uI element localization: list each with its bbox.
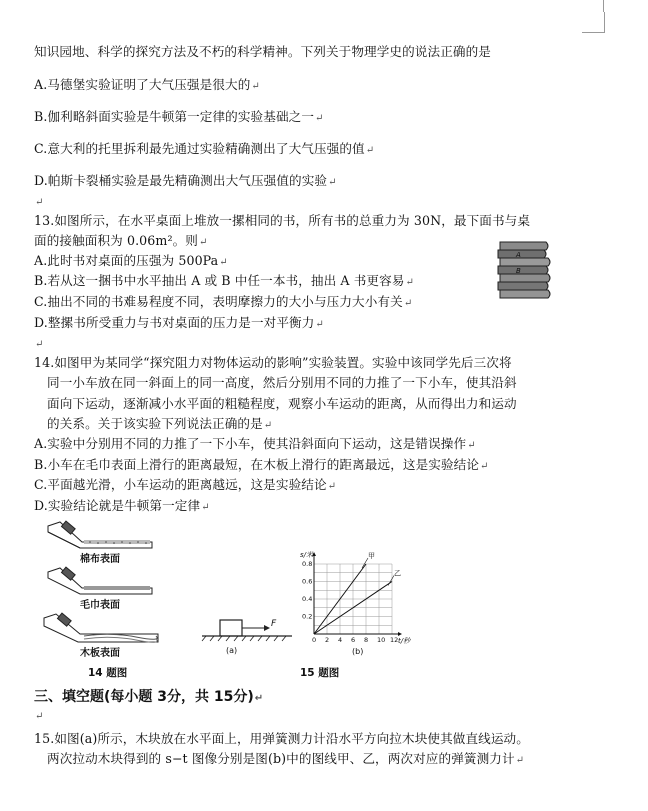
q12-option-b: B.伽利略斜面实验是牛顿第一定律的实验基础之一↵ bbox=[34, 109, 324, 124]
fig15-caption: 15 题图 bbox=[300, 667, 340, 679]
q14-stem-line-4: 的关系。关于该实验下列说法正确的是↵ bbox=[47, 416, 273, 431]
chart-grid bbox=[314, 564, 392, 634]
x-tick-label: 8 bbox=[364, 636, 369, 644]
return-mark-icon: ↵ bbox=[515, 755, 525, 766]
x-tick-label: 4 bbox=[338, 636, 343, 644]
surface-label-towel: 毛巾表面 bbox=[80, 600, 120, 611]
return-mark-icon: ↵ bbox=[198, 237, 208, 248]
y-tick-label: 0.6 bbox=[302, 577, 313, 586]
return-mark-icon: ↵ bbox=[365, 145, 375, 156]
q14-stem-line-3: 面向下运动，逐渐减小水平面的粗糙程度，观察小车运动的距离，从而得出力和运动 bbox=[47, 396, 517, 411]
return-mark-icon: ↵ bbox=[35, 339, 44, 350]
q14-option-c: C.平面越光滑，小车运动的距离越远，这是实验结论↵ bbox=[34, 477, 337, 492]
return-mark-icon: ↵ bbox=[315, 113, 324, 124]
q14-option-b: B.小车在毛巾表面上滑行的距离最短，在木板上滑行的距离最远，这是实验结论↵ bbox=[34, 457, 489, 472]
surface-label-cotton: 棉布表面 bbox=[80, 554, 120, 565]
q13-stem-line-1: 13.如图所示，在水平桌面上堆放一摞相同的书，所有书的总重力为 30N，最下面书与桌 bbox=[34, 213, 531, 228]
blank-paragraph bbox=[34, 193, 43, 211]
return-mark-icon: ↵ bbox=[35, 197, 44, 208]
incline-cotton bbox=[48, 521, 152, 548]
q13-stem-line-2: 面的接触面积为 0.06m²。则↵ bbox=[34, 233, 208, 248]
q13-option-c: C.抽出不同的书难易程度不同，表明摩擦力的大小与压力大小有关↵ bbox=[34, 294, 413, 309]
book-label-a: A bbox=[516, 251, 521, 259]
return-mark-icon: ↵ bbox=[328, 177, 337, 188]
q13-option-d: D.整摞书所受重力与书对桌面的压力是一对平衡力↵ bbox=[34, 315, 324, 330]
series-label-jia: 甲 bbox=[368, 552, 375, 560]
wooden-block bbox=[220, 620, 242, 636]
y-tick-label: 0.2 bbox=[302, 612, 313, 621]
book-stack-figure bbox=[494, 238, 554, 302]
incline-towel bbox=[48, 567, 152, 594]
x-tick-label: 12 bbox=[390, 636, 399, 644]
y-axis-label: s/米 bbox=[300, 551, 314, 559]
x-tick-label: 6 bbox=[351, 636, 356, 644]
x-tick-label: 0 bbox=[312, 636, 317, 644]
return-mark-icon: ↵ bbox=[254, 693, 264, 704]
fig14-caption: 14 题图 bbox=[88, 667, 128, 679]
return-mark-icon: ↵ bbox=[219, 257, 228, 268]
blank-paragraph bbox=[34, 707, 43, 725]
q15-line-2: 两次拉动木块得到的 s−t 图像分别是图(b)中的图线甲、乙，两次对应的弹簧测力计↵ bbox=[47, 751, 525, 766]
q13-option-b: B.若从这一捆书中水平抽出 A 或 B 中任一本书，抽出 A 书更容易↵ bbox=[34, 273, 414, 288]
return-mark-icon: ↵ bbox=[315, 319, 324, 330]
section-heading: 三、填空题(每小题 3分，共 15分)↵ bbox=[34, 689, 264, 705]
q14-option-a: A.实验中分别用不同的力推了一下小车，使其沿斜面向下运动，这是错误操作↵ bbox=[34, 436, 476, 451]
return-mark-icon: ↵ bbox=[403, 298, 413, 309]
return-mark-icon: ↵ bbox=[327, 481, 337, 492]
return-mark-icon: ↵ bbox=[201, 502, 210, 513]
page-corner-mark-line bbox=[603, 0, 604, 12]
panel-a-label: (a) bbox=[226, 646, 238, 655]
q12-option-a: A.马德堡实验证明了大气压强是很大的↵ bbox=[34, 77, 260, 92]
return-mark-icon: ↵ bbox=[467, 440, 476, 451]
q14-option-d: D.实验结论就是牛顿第一定律↵ bbox=[34, 498, 210, 513]
y-tick-label: 0.4 bbox=[302, 595, 313, 603]
x-axis-arrow-icon bbox=[398, 632, 402, 636]
force-label: F bbox=[271, 619, 277, 629]
incline-wood bbox=[44, 613, 158, 642]
return-mark-icon: ↵ bbox=[251, 81, 260, 92]
fig15a-block-diagram bbox=[198, 608, 298, 658]
x-axis-label: t/秒 bbox=[398, 637, 411, 645]
q14-stem-line-2: 同一小车放在同一斜面上的同一高度，然后分别用不同的力推了一下小车，使其沿斜 bbox=[47, 375, 517, 390]
fig14-incline-apparatus bbox=[40, 518, 170, 676]
return-mark-icon: ↵ bbox=[480, 461, 489, 472]
q12-option-d: D.帕斯卡裂桶实验是最先精确测出大气压强值的实验↵ bbox=[34, 173, 337, 188]
series-label-yi: 乙 bbox=[394, 569, 401, 578]
x-tick-label: 10 bbox=[377, 636, 386, 644]
q12-option-c: C.意大利的托里拆利最先通过实验精确测出了大气压强的值↵ bbox=[34, 141, 375, 156]
intro-line: 知识园地、科学的探究方法及不朽的科学精神。下列关于物理学史的说法正确的是 bbox=[34, 44, 491, 59]
fig15b-st-graph bbox=[292, 550, 412, 660]
q15-line-1: 15.如图(a)所示，木块放在水平面上，用弹簧测力计沿水平方向拉木块使其做直线运动。 bbox=[34, 731, 529, 746]
page-corner-mark bbox=[582, 12, 605, 33]
panel-b-label: (b) bbox=[352, 647, 364, 656]
blank-paragraph bbox=[34, 335, 43, 353]
surface-label-wood: 木板表面 bbox=[80, 648, 120, 659]
chart-axes bbox=[312, 552, 402, 636]
book-stack bbox=[498, 242, 550, 298]
y-tick-label: 0.8 bbox=[302, 560, 313, 568]
surface-hatch bbox=[202, 636, 286, 641]
x-tick-label: 2 bbox=[325, 636, 330, 644]
q13-option-a: A.此时书对桌面的压强为 500Pa↵ bbox=[34, 253, 228, 268]
book-label-b: B bbox=[516, 267, 521, 275]
force-arrowhead-icon bbox=[264, 625, 270, 631]
return-mark-icon: ↵ bbox=[263, 420, 273, 431]
q14-stem-line-1: 14.如图甲为某同学“探究阻力对物体运动的影响”实验装置。实验中该同学先后三次将 bbox=[34, 355, 512, 370]
return-mark-icon: ↵ bbox=[35, 711, 44, 722]
return-mark-icon: ↵ bbox=[405, 277, 414, 288]
